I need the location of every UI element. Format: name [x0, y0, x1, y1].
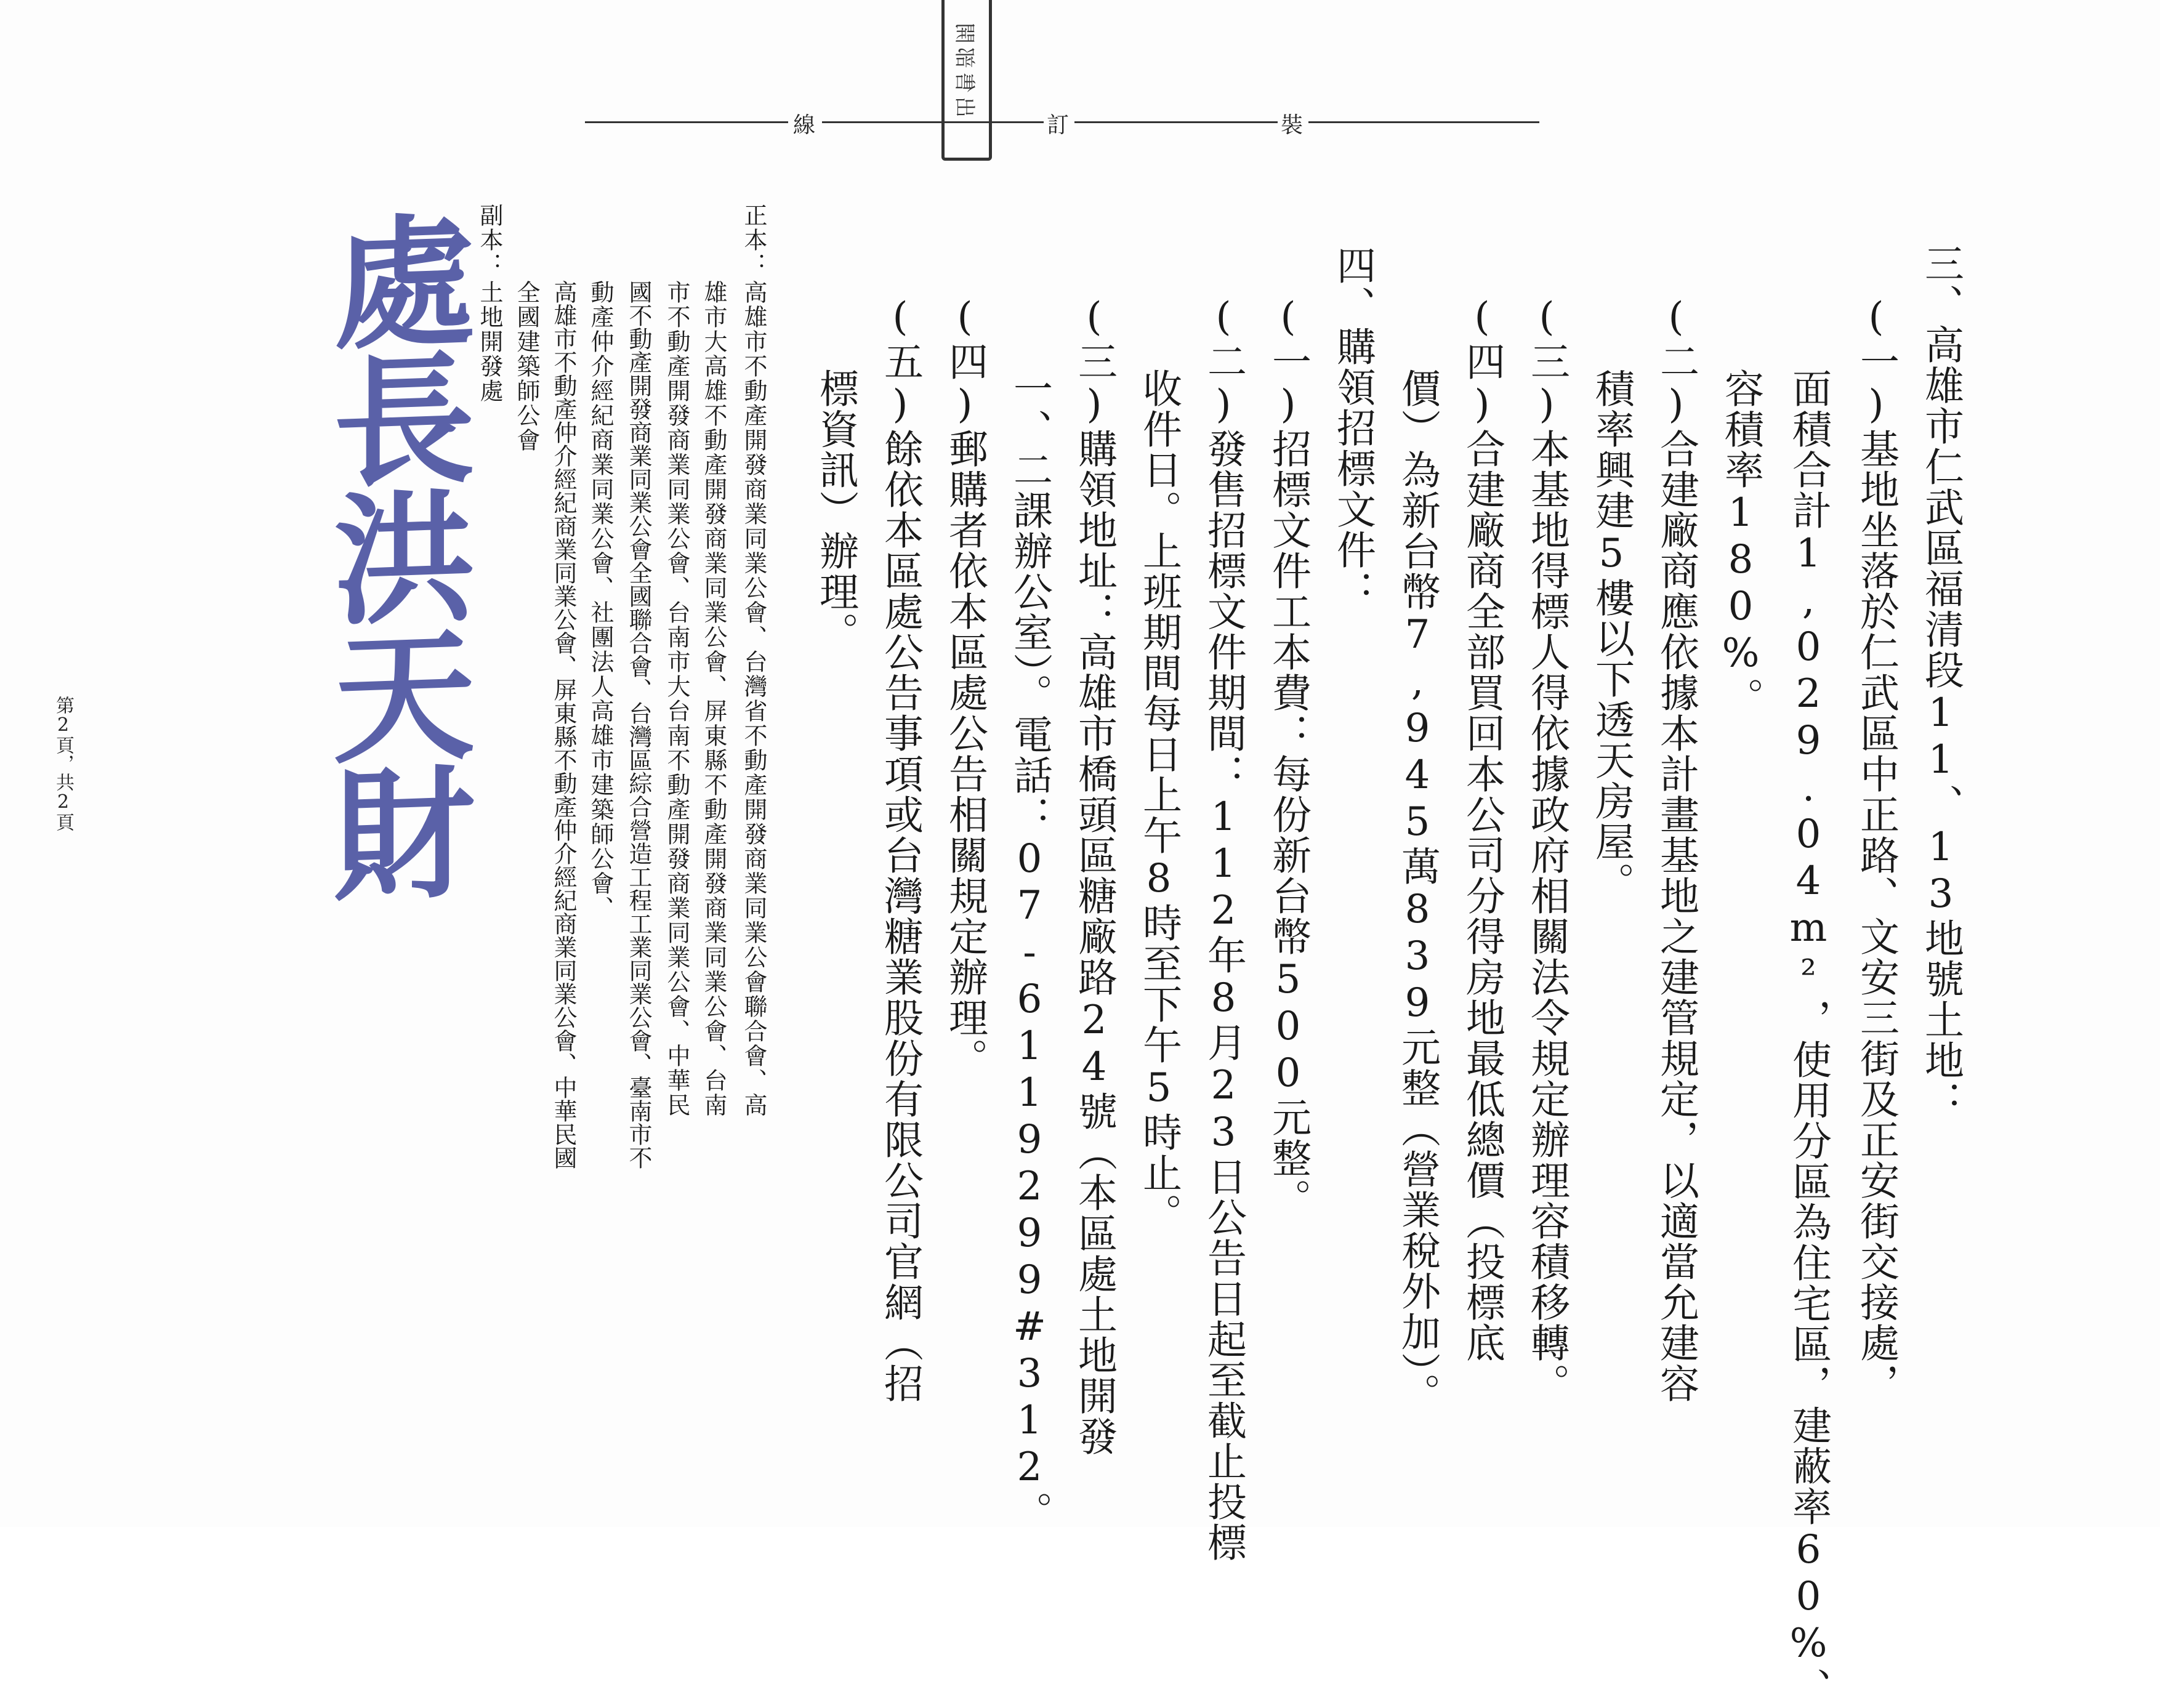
section-3-item-4-line-a: (四)合建廠商全部買回本公司分得房地最低總價（投標底	[1459, 294, 1505, 1363]
section-3-item-1-line-c: 容積率180%。	[1718, 368, 1763, 718]
section-4-title: 四、購領招標文件：	[1330, 245, 1376, 611]
section-3-item-3: (三)本基地得標人得依據政府相關法令規定辦理容積移轉。	[1524, 294, 1570, 1404]
section-4-item-3-line-a: (三)購領地址：高雄市橋頭區糖廠路24號（本區處土地開發	[1071, 294, 1117, 1457]
binding-line-mid-right	[1074, 121, 1278, 123]
binding-char-line: 線	[793, 113, 816, 138]
original-recipients-label: 正本：	[740, 203, 767, 277]
section-4-item-3-line-b: 一、二課辦公室）。電話：07-6119299#312。	[1007, 368, 1052, 1532]
section-3-item-2-line-a: (二)合建廠商應依據本計畫基地之建管規定，以適當允建容	[1653, 294, 1699, 1404]
section-3-item-2-line-b: 積率興建5樓以下透天房屋。	[1589, 368, 1634, 903]
section-3-item-1-line-a: (一)基地坐落於仁武區中正路、文安三街及正安街交接處，	[1853, 294, 1899, 1404]
copy-recipients-line-1: 土地開發處	[476, 280, 503, 403]
section-4-item-2-line-b: 收件日。上班期間每日上午8時至下午5時止。	[1136, 368, 1182, 1234]
section-3-item-4-line-b: 價）為新台幣7,945萬839元整（營業稅外加）。	[1395, 368, 1440, 1414]
original-recipients-line-2: 雄市大高雄不動產開發商業同業公會、屏東縣不動產開發商業同業公會、台南	[700, 280, 727, 1118]
section-4-item-4: (四)郵購者依本區處公告相關規定辦理。	[942, 294, 988, 1079]
binding-line-mid-left	[822, 121, 1044, 123]
original-recipients-line-5: 動產仲介經紀商業同業公會、社團法人高雄市建築師公會、	[587, 280, 614, 920]
binding-line-left	[585, 121, 788, 123]
original-recipients-line-4: 國不動產開發商業同業公會全國聯合會、台灣區綜合營造工程工業同業公會、臺南市不	[625, 280, 652, 1169]
binding-char-install: 裝	[1281, 113, 1304, 138]
original-recipients-line-7: 全國建築師公會	[513, 280, 540, 453]
section-3-item-1-line-b: 面積合計1,029.04m²，使用分區為住宅區，建蔽率60%、	[1786, 368, 1831, 1708]
copy-recipients-label-3: 副本：	[476, 203, 503, 277]
binding-char-bind: 訂	[1047, 113, 1070, 138]
section-4-item-1: (一)招標文件工本費：每份新台幣500元整。	[1265, 294, 1311, 1219]
original-recipients-line-3: 市不動產開發商業同業公會、台南市大台南不動產開發商業同業公會、中華民	[663, 280, 690, 1118]
section-4-item-5-line-b: 標資訊）辦理。	[813, 368, 858, 653]
section-4-item-2-line-a: (二)發售招標文件期間：112年8月23日公告日起至截止投標	[1201, 294, 1246, 1563]
page-number: 第2頁，共2頁	[52, 696, 74, 831]
original-recipients-line-1: 高雄市不動產開發商業同業公會、台灣省不動產開發商業同業公會聯合會、高	[740, 280, 767, 1118]
seal-stamp: 出售部開	[941, 0, 992, 161]
section-3-title: 三、高雄市仁武區福清段11、13地號土地：	[1918, 243, 1964, 1121]
director-signature: 處長洪天財	[309, 206, 474, 902]
original-recipients-line-6b: 高雄市不動產仲介經紀商業同業公會、屏東縣不動產仲介經紀商業同業公會、中華民國	[550, 280, 577, 1169]
section-4-item-5-line-a: (五)餘依本區處公告事項或台灣糖業股份有限公司官網（招	[877, 294, 923, 1404]
binding-line-right	[1308, 121, 1539, 123]
